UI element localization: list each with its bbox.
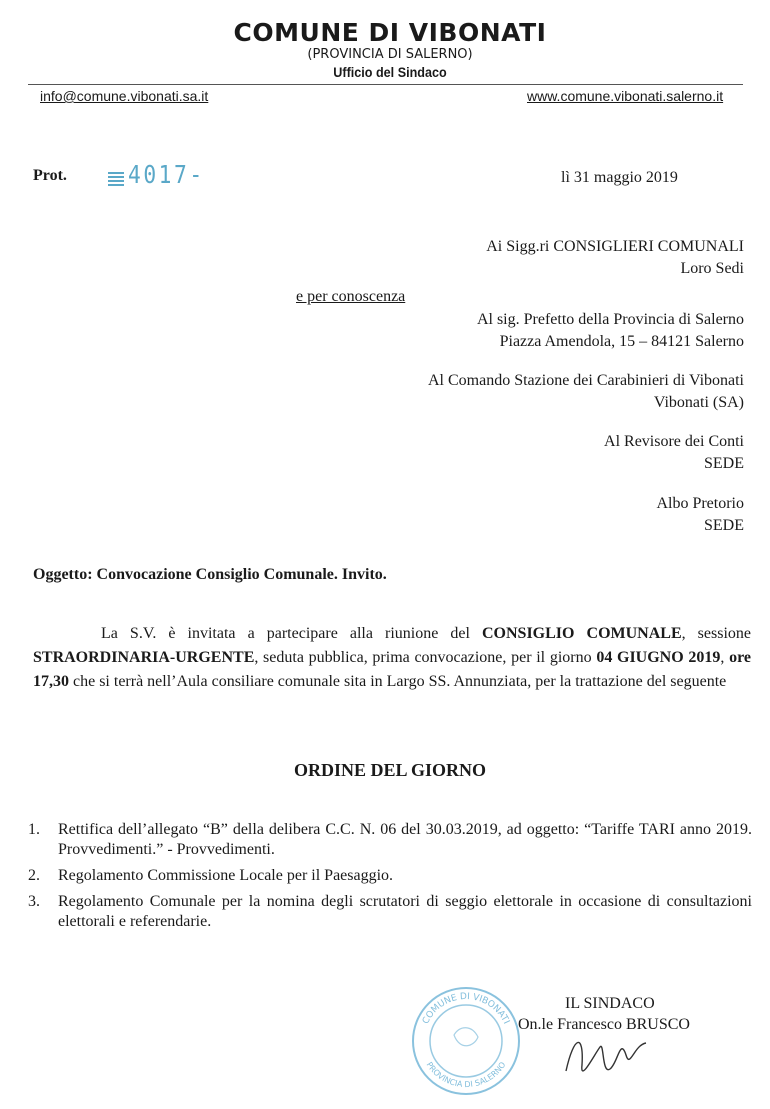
recipient-line: SEDE: [704, 517, 744, 534]
agenda-item: [28, 820, 752, 860]
recipient-line: Albo Pretorio: [656, 495, 744, 512]
protocol-label: Prot.: [33, 167, 67, 184]
agenda-item-number: 2.: [28, 867, 40, 884]
signatory-name: On.le Francesco BRUSCO: [518, 1016, 690, 1033]
seal-text-top: COMUNE DI VIBONATI: [421, 991, 511, 1026]
header-divider: [28, 84, 743, 85]
body-text: , sessione: [681, 625, 752, 642]
recipient-line: Vibonati (SA): [653, 394, 744, 411]
protocol-stamp-mark: [108, 172, 124, 188]
body-text: , seduta pubblica, prima convocazione, per il giorno: [254, 649, 597, 666]
subject-text: : Convocazione Consiglio Comunale. Invito.: [87, 566, 387, 583]
recipient-prefetto: [477, 309, 744, 353]
body-text: che si terrà nell’Aula consiliare comunale sita in Largo SS. Annunziata, per la trattazione del seguente: [69, 673, 727, 690]
cc-label: e per conoscenza: [296, 288, 406, 305]
body-bold: ore 17,30: [33, 649, 752, 690]
agenda-item-text: Rettifica dell’allegato “B” della delibera C.C. N. 06 del 30.03.2019, ad oggetto: “Tariffe TARI anno 2019. Provvedimenti.” - Provvedimenti.: [58, 821, 752, 858]
protocol-stamp-number: 4017-: [128, 160, 205, 189]
recipient-line: Al Comando Stazione dei Carabinieri di Vibonati: [427, 372, 744, 389]
agenda-item-number: 1.: [28, 821, 40, 838]
subject-line: [33, 566, 387, 584]
province-subtitle: (PROVINCIA DI SALERNO): [307, 47, 473, 62]
office-label: Ufficio del Sindaco: [333, 64, 447, 80]
email-link[interactable]: info@comune.vibonati.sa.it: [40, 88, 209, 104]
agenda-list: [28, 820, 752, 938]
body-text: La S.V. è invitata a partecipare alla riunione del: [101, 625, 482, 642]
agenda-item-text: Regolamento Commissione Locale per il Paesaggio.: [58, 867, 394, 884]
agenda-title: ORDINE DEL GIORNO: [293, 760, 487, 780]
agenda-item: [28, 866, 752, 886]
recipient-line: Piazza Amendola, 15 – 84121 Salerno: [499, 333, 744, 350]
signatory-role: IL SINDACO: [565, 995, 655, 1012]
document-date: lì 31 maggio 2019: [561, 169, 678, 186]
body-bold: 04 GIUGNO 2019: [596, 649, 721, 666]
subject-label: Oggetto: [33, 566, 88, 583]
body-bold: STRAORDINARIA-URGENTE: [33, 649, 255, 666]
municipality-title: COMUNE DI VIBONATI: [233, 18, 547, 47]
body-bold: CONSIGLIO COMUNALE: [481, 625, 682, 642]
recipient-carabinieri: [428, 370, 744, 414]
body-paragraph: [33, 622, 751, 694]
recipient-line: Al sig. Prefetto della Provincia di Salerno: [476, 311, 744, 328]
municipal-seal: [410, 985, 522, 1097]
recipient-line: SEDE: [704, 455, 744, 472]
agenda-item: [28, 892, 752, 932]
agenda-item-number: 3.: [28, 893, 40, 910]
recipient-albo: [656, 493, 744, 537]
website-link[interactable]: www.comune.vibonati.salerno.it: [527, 88, 724, 104]
body-text: ,: [720, 649, 730, 666]
seal-text-bottom: PROVINCIA DI SALERNO: [424, 1060, 508, 1090]
recipient-line: Al Revisore dei Conti: [604, 433, 744, 450]
agenda-item-text: Regolamento Comunale per la nomina degli scrutatori di seggio elettorale in occasione di consultazioni elettorali e referendarie.: [58, 893, 752, 930]
svg-text:COMUNE DI VIBONATI: [421, 992, 511, 1026]
handwritten-signature: [560, 1025, 650, 1085]
recipient-line: Ai Sigg.ri CONSIGLIERI COMUNALI: [486, 238, 744, 255]
recipient-line: Loro Sedi: [680, 260, 744, 277]
recipient-councillors: [486, 236, 744, 280]
recipient-revisore: [604, 431, 744, 475]
